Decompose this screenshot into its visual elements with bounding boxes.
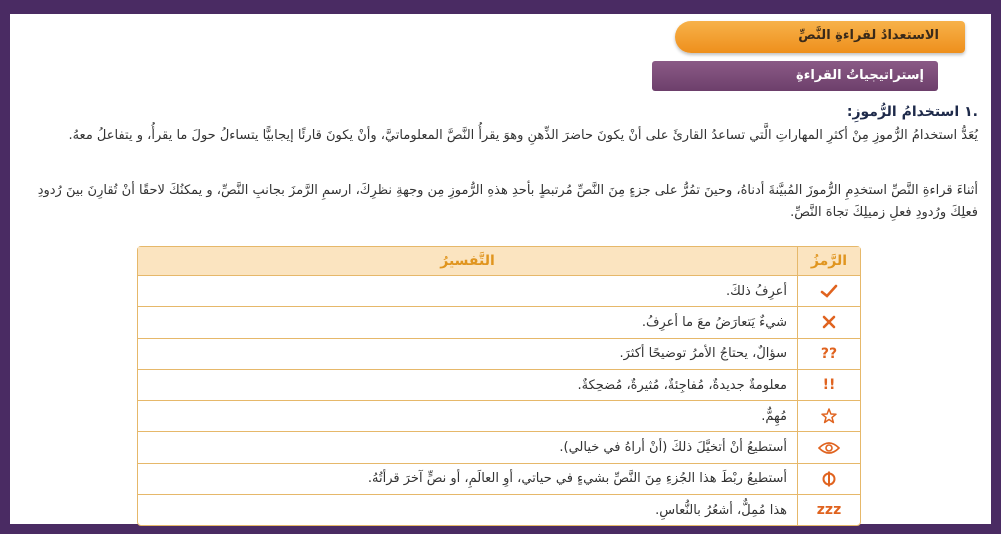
intro-paragraph: يُعَدُّ استخدامُ الرُّموزِ مِنْ أكثرِ المهاراتِ الَّتي تساعدُ القارئَ على أنْ يكونَ حاضرَ الذِّهنِ وهوَ يقرأُ النَّصَّ المعلوماتيَّ، وأنْ يكونَ قارئًا إيجابيًّا يتساءلُ حولَ ما يقرأُ، و يتفاعلُ معهُ. [68,128,978,143]
zzz-icon: zzz [797,495,860,525]
header-symbol: الرَّمزُ [797,247,860,275]
chapter-banner-text: الاستعدادُ لقراءةِ النَّصِّ [798,28,939,43]
frame-right [991,0,1001,534]
table-row [138,307,860,338]
question-marks-icon: ?? [797,339,860,369]
row-explanation: أستطيعُ ربْطَ هذا الجُزءِ مِنَ النَّصِّ بشيءٍ في حياتي، أوِ العالَمِ، أو نصٍّ آخرَ قرأتُهُ. [367,471,787,487]
exclamation-marks-icon: !! [797,370,860,400]
frame-top [0,0,1001,14]
table-row [138,276,860,307]
table-row [138,495,860,525]
section-title: استخدامُ الرُّموزِ: [846,104,960,120]
row-explanation: سؤالٌ، يحتاجُ الأمرُ توضيحًا أكثرَ. [619,346,787,362]
link-circle-icon [797,464,860,494]
table-row [138,401,860,432]
subsection-banner [652,61,938,91]
row-explanation: مُهِمٌّ. [761,408,787,424]
x-icon [797,307,860,337]
header-explanation: التَّفسيرُ [440,253,495,269]
table-header [138,247,860,276]
eye-icon [797,432,860,462]
row-explanation: أعرِفُ ذلكَ. [726,283,787,299]
table-row [138,370,860,401]
chapter-banner [675,21,965,53]
table-row [138,339,860,370]
row-explanation: أستطيعُ أنْ أتخيَّلَ ذلكَ (أنْ أراهُ في خيالي). [559,440,787,456]
row-explanation: هذا مُمِلٌّ، أشعُرُ بالنُّعاسِ. [655,502,787,518]
subsection-banner-text: إستراتيجياتُ القراءةِ [796,68,924,83]
table-row [138,432,860,463]
star-icon [797,401,860,431]
check-icon [797,276,860,306]
section-heading [847,104,978,120]
row-explanation: شيءٌ يَتعارَضُ معَ ما أعرِفُ. [641,314,787,330]
instructions-paragraph: أثناءَ قراءةِ النَّصِّ استخدِمِ الرُّموزَ المُبيَّنةَ أدناهُ، وحينَ تمُرُّ على جزءٍ مِنَ النَّصِّ مُرتبطٍ بأحدِ هذهِ الرُّموزِ مِن وجهةِ نظرِكَ، ارسمِ الرَّمزَ بجانبِ النَّصِّ، و يمكنُكَ لاحقًا أنْ تُقارِنَ بينَ رُدودِ فعلِكَ ورُدودِ فعلِ زميلِكَ تجاهَ النَّصِّ. [37,183,978,220]
symbols-table [137,246,861,526]
frame-left [0,0,10,534]
section-number: .١ [964,104,978,120]
row-explanation: معلومةٌ جديدةٌ، مُفاجِئةٌ، مُثيرةٌ، مُضحِكةٌ. [577,377,787,393]
table-row [138,464,860,495]
textbook-page [10,14,991,524]
